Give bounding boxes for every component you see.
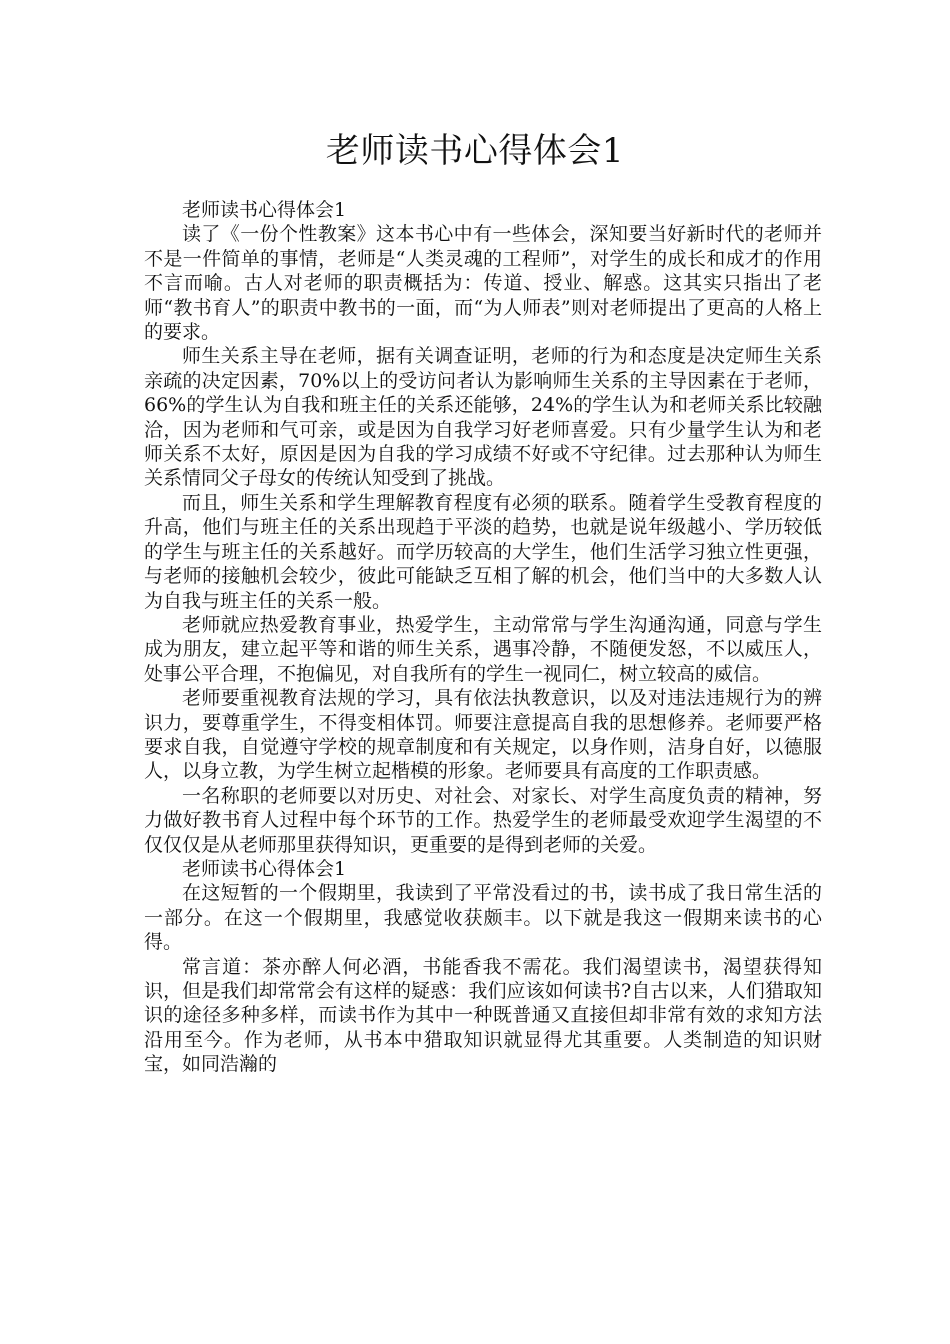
document-title: 老师读书心得体会1 bbox=[325, 131, 625, 171]
paragraph-how-to-read: 常言道：茶亦醉人何必酒，书能香我不需花。我们渴望读书，渴望获得知识，但是我们却常常会有这样的疑惑：我们应该如何读书?自古以来，人们猎取知识的途径多种多样，而读书作为其中一种既普通又直接但却非常有效的求知方法沿用至今。作为老师，从书本中猎取知识就显得尤其重要。人类制造的知识财宝，如同浩瀚的 bbox=[144, 955, 822, 1076]
document-body bbox=[144, 198, 822, 1077]
paragraph-intro: 读了《一份个性教案》这本书心中有一些体会，深知要当好新时代的老师并不是一件简单的事情，老师是“人类灵魂的工程师”，对学生的成长和成才的作用不言而喻。古人对老师的职责概括为：传道、授业、解惑。这其实只指出了老师“教书育人”的职责中教书的一面，而“为人师表”则对老师提出了更高的人格上的要求。 bbox=[144, 223, 822, 344]
paragraph-holiday-reading: 在这短暂的一个假期里，我读到了平常没看过的书，读书成了我日常生活的一部分。在这一个假期里，我感觉收获颇丰。以下就是我这一假期来读书的心得。 bbox=[144, 882, 822, 954]
paragraph-subheading-1: 老师读书心得体会1 bbox=[182, 199, 347, 221]
paragraph-education-level: 而且，师生关系和学生理解教育程度有必须的联系。随着学生受教育程度的升高，他们与班主任的关系出现趋于平淡的趋势，也就是说年级越小、学历较低的学生与班主任的关系越好。而学历较高的大学生，他们生活学习独立性更强，与老师的接触机会较少，彼此可能缺乏互相了解的机会，他们当中的大多数人认为自我与班主任的关系一般。 bbox=[144, 491, 822, 612]
paragraph-teacher-student-relationship: 师生关系主导在老师，据有关调查证明，老师的行为和态度是决定师生关系亲疏的决定因素，70%以上的受访问者认为影响师生关系的主导因素在于老师，66%的学生认为自我和班主任的关系还能够，24%的学生认为和老师关系比较融洽，因为老师和气可亲，或是因为自我学习好老师喜爱。只有少量学生认为和老师关系不太好，原因是因为自我的学习成绩不好或不守纪律。过去那种认为师生关系情同父子母女的传统认知受到了挑战。 bbox=[144, 345, 822, 490]
paragraph-subheading-2: 老师读书心得体会1 bbox=[182, 857, 347, 880]
paragraph-responsible-teacher: 一名称职的老师要以对历史、对社会、对家长、对学生高度负责的精神，努力做好教书育人过程中每个环节的工作。热爱学生的老师最受欢迎学生渴望的不仅仅仅是从老师那里获得知识，更重要的是得到老师的关爱。 bbox=[144, 784, 822, 856]
paragraph-education-law: 老师要重视教育法规的学习，具有依法执教意识，以及对违法违规行为的辨识力，要尊重学生，不得变相体罚。师要注意提高自我的思想修养。老师要严格要求自我，自觉遵守学校的规章制度和有关规定，以身作则，洁身自好，以德服人，以身立教，为学生树立起楷模的形象。老师要具有高度的工作职责感。 bbox=[144, 687, 822, 783]
paragraph-love-education: 老师就应热爱教育事业，热爱学生，主动常常与学生沟通沟通，同意与学生成为朋友，建立起平等和谐的师生关系，遇事冷静，不随便发怒，不以威压人，处事公平合理，不抱偏见，对自我所有的学生一视同仁，树立较高的威信。 bbox=[144, 613, 822, 685]
